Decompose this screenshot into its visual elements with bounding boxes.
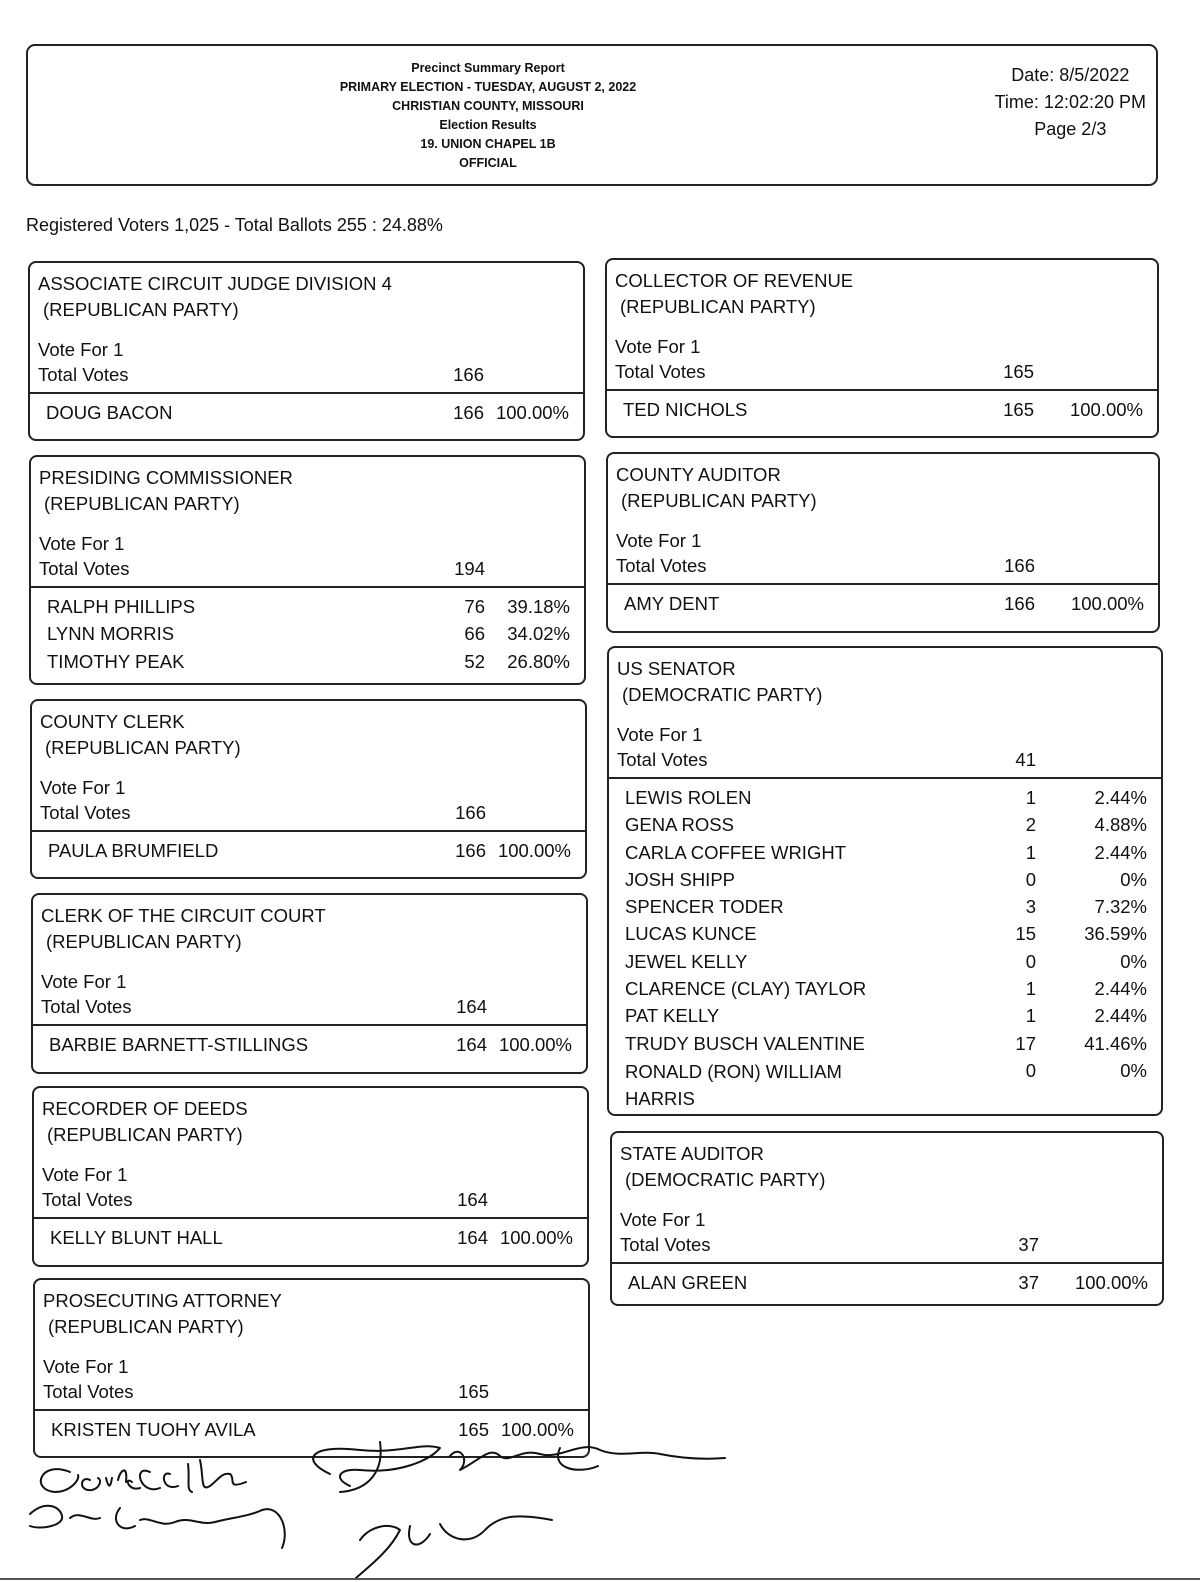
candidate-votes: 1 [1025,841,1036,863]
candidate-votes: 1 [1025,978,1036,1000]
total-votes-label: Total Votes [616,555,707,576]
vote-for-label: Vote For 1 [38,339,124,360]
candidate-list [34,1225,587,1252]
candidate-name: LYNN MORRIS [47,623,175,645]
party-name: (DEMOCRATIC PARTY) [625,1169,826,1190]
candidate-votes: 164 [456,1034,487,1055]
candidate-name: DOUG BACON [46,402,173,423]
race-title [617,656,822,708]
race-box [30,699,587,879]
candidate-votes: 37 [1018,1272,1039,1293]
candidate-row [609,785,1161,812]
candidate-name: SPENCER TODER [625,896,784,918]
report-time: Time: 12:02:20 PM [994,92,1146,112]
candidate-name: TIMOTHY PEAK [47,650,185,672]
divider [35,1409,588,1411]
candidate-row [609,1003,1161,1030]
race-title [616,462,817,514]
candidate-row [612,1270,1162,1297]
signature-lower-right [356,1516,552,1578]
divider [30,392,583,394]
total-votes-label: Total Votes [620,1234,711,1255]
candidate-votes: 1 [1025,787,1036,808]
registration-summary: Registered Voters 1,025 - Total Ballots 255 : 24.88% [26,215,443,235]
candidate-row [608,591,1158,618]
total-votes-value: 165 [458,1381,489,1402]
party-name: (REPUBLICAN PARTY) [46,931,242,952]
office-name: US SENATOR [617,658,736,679]
candidate-votes: 66 [464,623,485,645]
candidate-votes: 166 [453,402,484,423]
race-title [620,1141,825,1193]
candidate-name: KRISTEN TUOHY AVILA [51,1419,256,1440]
candidate-votes: 2 [1025,814,1036,836]
total-votes-value: 166 [453,364,484,385]
divider [607,389,1157,391]
candidate-name: TRUDY BUSCH VALENTINE [625,1032,865,1054]
total-votes-label: Total Votes [42,1189,133,1210]
candidate-row [609,1058,1161,1112]
race-box [28,261,585,441]
total-votes-label: Total Votes [38,364,129,385]
race-title [39,465,293,517]
candidate-row [32,838,585,865]
race-box [29,455,586,685]
party-name: (REPUBLICAN PARTY) [44,493,240,514]
vote-for-label: Vote For 1 [615,336,701,357]
party-name: (REPUBLICAN PARTY) [620,296,816,317]
office-name: COUNTY CLERK [40,711,185,732]
signature-carla-esich [41,1460,246,1492]
report-date: Date: 8/5/2022 [1011,65,1130,85]
vote-for-label: Vote For 1 [39,533,125,554]
total-votes-value: 166 [1004,555,1035,576]
total-votes-value: 166 [455,802,486,823]
candidate-list [30,400,583,427]
candidate-percent: 100.00% [495,402,569,423]
candidate-votes: 166 [455,840,486,861]
candidate-percent: 100.00% [500,1419,574,1440]
candidate-percent: 100.00% [1069,399,1143,420]
candidate-votes: 0 [1025,1059,1036,1081]
candidate-list [607,397,1157,424]
candidate-votes: 15 [1015,923,1036,945]
race-box [607,646,1163,1116]
candidate-name: JEWEL KELLY [625,950,748,972]
candidate-percent: 0% [1120,1059,1147,1081]
candidate-votes: 165 [458,1419,489,1440]
candidate-percent: 0% [1120,868,1147,890]
candidate-votes: 164 [457,1227,488,1248]
candidate-row [34,1225,587,1252]
vote-for-label: Vote For 1 [620,1209,706,1230]
race-box [610,1131,1164,1306]
vote-for-label: Vote For 1 [616,530,702,551]
candidate-percent: 36.59% [1084,923,1147,945]
candidate-votes: 3 [1025,896,1036,918]
precinct-name: 19. UNION CHAPEL 1B [420,137,556,151]
total-votes-value: 164 [456,996,487,1017]
candidate-row [31,594,584,621]
candidate-name: ALAN GREEN [628,1272,748,1293]
divider [32,830,585,832]
report-header [26,44,1158,186]
candidate-name: BARBIE BARNETT-STILLINGS [49,1034,309,1055]
candidate-name: RONALD (RON) WILLIAM HARRIS [625,1060,842,1109]
divider [608,583,1158,585]
candidate-votes: 166 [1004,593,1035,614]
candidate-votes: 0 [1025,868,1036,890]
total-votes-value: 41 [1015,749,1036,770]
candidate-percent: 26.80% [507,650,570,672]
candidate-row [609,812,1161,839]
office-name: RECORDER OF DEEDS [42,1098,248,1119]
office-name: COLLECTOR OF REVENUE [615,270,854,291]
office-name: PROSECUTING ATTORNEY [43,1290,282,1311]
candidate-name: AMY DENT [624,593,720,614]
office-name: ASSOCIATE CIRCUIT JUDGE DIVISION 4 [38,273,392,294]
page-number: Page 2/3 [1034,119,1107,139]
total-votes-value: 194 [454,558,485,579]
candidate-name: CLARENCE (CLAY) TAYLOR [625,978,867,1000]
official-label: OFFICIAL [459,156,517,170]
race-box [605,258,1159,438]
candidate-percent: 34.02% [507,623,570,645]
office-name: COUNTY AUDITOR [616,464,781,485]
candidate-row [609,867,1161,894]
office-name: CLERK OF THE CIRCUIT COURT [41,905,326,926]
candidate-percent: 7.32% [1094,896,1147,918]
candidate-row [609,976,1161,1003]
candidate-votes: 0 [1025,950,1036,972]
candidate-list [612,1270,1162,1297]
candidate-votes: 76 [464,596,485,617]
vote-for-label: Vote For 1 [42,1164,128,1185]
party-name: (REPUBLICAN PARTY) [621,490,817,511]
vote-for-label: Vote For 1 [40,777,126,798]
divider [34,1217,587,1219]
total-votes-label: Total Votes [40,802,131,823]
results-label: Election Results [439,118,537,132]
candidate-name: PAT KELLY [625,1005,720,1027]
candidate-row [609,1031,1161,1058]
candidate-votes: 1 [1025,1005,1036,1027]
candidate-row [609,894,1161,921]
candidate-percent: 100.00% [497,840,571,861]
candidate-row [30,400,583,427]
signature-lower-left [30,1506,285,1548]
total-votes-value: 164 [457,1189,488,1210]
candidate-percent: 2.44% [1094,1005,1147,1027]
candidate-name: CARLA COFFEE WRIGHT [625,841,846,863]
party-name: (REPUBLICAN PARTY) [48,1316,244,1337]
candidate-percent: 2.44% [1094,841,1147,863]
candidate-votes: 17 [1015,1032,1036,1054]
candidate-list [609,785,1161,1112]
divider [31,586,584,588]
race-title [38,271,392,323]
party-name: (REPUBLICAN PARTY) [43,299,239,320]
vote-for-label: Vote For 1 [617,724,703,745]
divider [33,1024,586,1026]
vote-for-label: Vote For 1 [41,971,127,992]
race-title [40,709,241,761]
candidate-row [607,397,1157,424]
candidate-row [31,621,584,648]
candidate-name: LEWIS ROLEN [625,787,752,808]
total-votes-label: Total Votes [615,361,706,382]
candidate-percent: 100.00% [498,1034,572,1055]
candidate-name: PAULA BRUMFIELD [48,840,219,861]
candidate-list [32,838,585,865]
candidate-percent: 41.46% [1084,1032,1147,1054]
candidate-percent: 100.00% [1074,1272,1148,1293]
candidate-percent: 100.00% [499,1227,573,1248]
candidate-percent: 2.44% [1094,787,1147,808]
candidate-list [31,594,584,676]
total-votes-value: 165 [1003,361,1034,382]
candidate-votes: 165 [1003,399,1034,420]
candidate-row [609,921,1161,948]
party-name: (REPUBLICAN PARTY) [47,1124,243,1145]
candidate-list [608,591,1158,618]
candidate-name: JOSH SHIPP [625,868,735,890]
race-title [41,903,326,955]
total-votes-label: Total Votes [617,749,708,770]
candidate-percent: 4.88% [1094,814,1147,836]
race-box [31,893,588,1074]
candidate-name: LUCAS KUNCE [625,923,757,945]
candidate-row [609,840,1161,867]
report-meta [995,62,1146,143]
total-votes-label: Total Votes [41,996,132,1017]
party-name: (DEMOCRATIC PARTY) [622,684,823,705]
total-votes-label: Total Votes [39,558,130,579]
candidate-votes: 52 [464,650,485,672]
candidate-list [33,1032,586,1059]
candidate-name: KELLY BLUNT HALL [50,1227,223,1248]
divider [612,1262,1162,1264]
signature-robert-condra [313,1442,725,1492]
office-name: STATE AUDITOR [620,1143,764,1164]
report-type: Precinct Summary Report [411,61,565,75]
race-title [43,1288,282,1340]
candidate-name: GENA ROSS [625,814,734,836]
report-title-block [298,59,678,173]
signatures [0,1430,1200,1582]
county-name: CHRISTIAN COUNTY, MISSOURI [392,99,584,113]
divider [609,777,1161,779]
candidate-percent: 2.44% [1094,978,1147,1000]
candidate-percent: 100.00% [1070,593,1144,614]
race-box [32,1086,589,1267]
race-title [42,1096,248,1148]
candidate-row [33,1032,586,1059]
vote-for-label: Vote For 1 [43,1356,129,1377]
race-title [615,268,853,320]
total-votes-label: Total Votes [43,1381,134,1402]
candidate-percent: 0% [1120,950,1147,972]
party-name: (REPUBLICAN PARTY) [45,737,241,758]
page-edge-line [0,1578,1200,1580]
candidate-percent: 39.18% [507,596,570,617]
candidate-row [31,649,584,676]
election-name: PRIMARY ELECTION - TUESDAY, AUGUST 2, 2022 [339,80,637,94]
candidate-name: RALPH PHILLIPS [47,596,196,617]
total-votes-value: 37 [1018,1234,1039,1255]
candidate-row [609,949,1161,976]
candidate-name: TED NICHOLS [623,399,748,420]
race-box [606,452,1160,633]
office-name: PRESIDING COMMISSIONER [39,467,293,488]
